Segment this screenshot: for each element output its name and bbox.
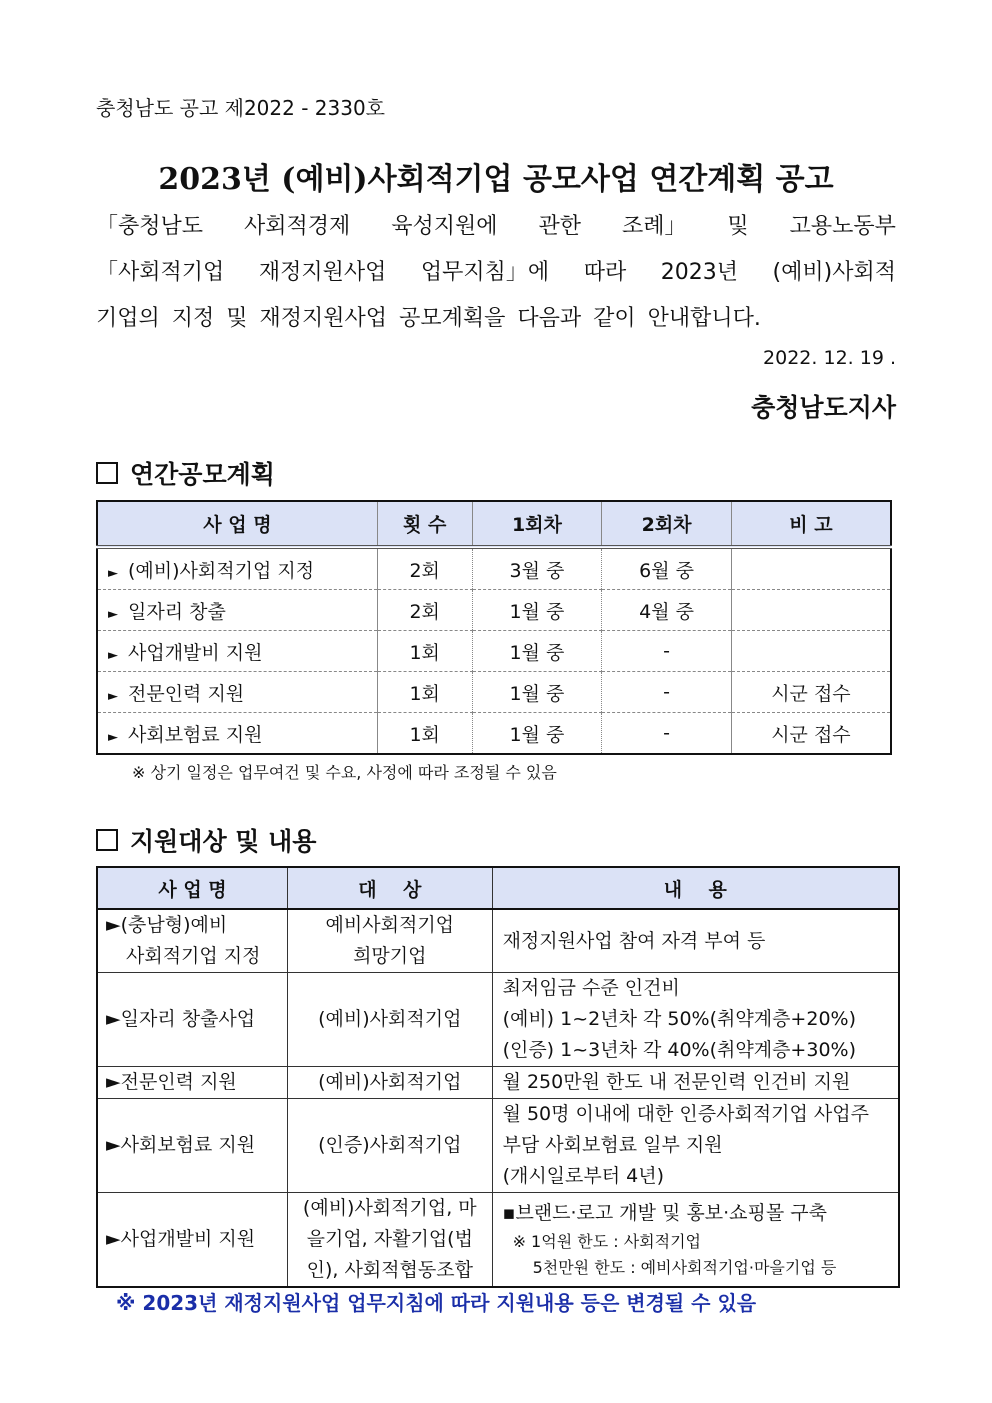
intro-word: 사회적경제 — [243, 214, 351, 239]
cell-line: 월 250만원 한도 내 전문인력 인건비 지원 — [502, 1071, 851, 1093]
business-name-cell — [97, 631, 377, 672]
col-header: 2회차 — [602, 501, 732, 547]
col-header: 내 용 — [492, 867, 899, 909]
table-row — [97, 1067, 899, 1099]
table-cell: 1월 중 — [472, 631, 602, 672]
col-header: 사 업 명 — [97, 867, 288, 909]
support-table — [96, 866, 900, 1288]
table-cell: 1회 — [377, 672, 472, 713]
target-cell — [288, 973, 493, 1067]
content-cell — [492, 973, 899, 1067]
schedule-note: ※ 상기 일정은 업무여건 및 수요, 사정에 따라 조정될 수 있음 — [132, 763, 557, 782]
table-cell: 1월 중 — [472, 672, 602, 713]
cell-line: ▪브랜드·로고 개발 및 홍보·쇼핑몰 구축 — [502, 1202, 827, 1224]
table-cell: - — [602, 713, 732, 755]
schedule-table — [96, 500, 892, 755]
cell-line: ►전문인력 지원 — [106, 1071, 237, 1093]
target-cell — [288, 1067, 493, 1099]
intro-word: 재정지원사업 — [259, 306, 388, 331]
section-heading-schedule — [96, 455, 275, 491]
business-name-cell — [97, 590, 377, 631]
arrow-bullet-icon: ► — [108, 647, 118, 663]
table-row — [97, 631, 891, 672]
content-cell — [492, 909, 899, 973]
cell-line: (인증)사회적기업 — [318, 1134, 462, 1156]
table-header-row — [97, 867, 899, 909]
cell-line: (예비)사회적기업 — [318, 1071, 462, 1093]
intro-word: 육성지원에 — [391, 214, 498, 239]
table-cell: 시군 접수 — [731, 672, 891, 713]
intro-word: (예비)사회적 — [772, 260, 896, 285]
intro-word: 관한 — [538, 214, 581, 239]
cell-small-line: ※ 1억원 한도 : 사회적기업 — [512, 1232, 701, 1251]
table-cell: 4월 중 — [602, 590, 732, 631]
business-name-cell — [97, 1099, 288, 1193]
business-name-cell — [97, 1193, 288, 1288]
checkbox-square-icon — [96, 462, 118, 484]
table-cell — [731, 590, 891, 631]
table-row — [97, 672, 891, 713]
intro-paragraph — [96, 204, 896, 342]
cell-line: (예비) 1~2년차 각 50%(취약계층+20%) — [502, 1008, 856, 1030]
cell-line: (예비)사회적기업 — [318, 1008, 462, 1030]
table-cell: 1월 중 — [472, 590, 602, 631]
cell-line: (인증) 1~3년차 각 40%(취약계층+30%) — [502, 1039, 856, 1061]
cell-line: 월 50명 이내에 대한 인증사회적기업 사업주 — [502, 1103, 869, 1125]
notice-date: 2022. 12. 19 . — [763, 347, 896, 369]
intro-word: 재정지원사업 — [258, 260, 387, 285]
cell-line: 부담 사회보험료 일부 지원 — [502, 1134, 723, 1156]
arrow-bullet-icon: ► — [108, 688, 118, 704]
cell-line: (개시일로부터 4년) — [502, 1165, 664, 1187]
target-cell — [288, 1099, 493, 1193]
table-cell — [731, 631, 891, 672]
cell-line: ►(충남형)예비 — [106, 914, 228, 936]
intro-word: 및 — [727, 214, 749, 239]
table-cell: 3월 중 — [472, 547, 602, 590]
cell-line: 최저임금 수준 인건비 — [502, 977, 680, 999]
content-cell — [492, 1067, 899, 1099]
table-row — [97, 590, 891, 631]
table-cell: 1월 중 — [472, 713, 602, 755]
checkbox-square-icon — [96, 829, 118, 851]
table-cell: - — [602, 631, 732, 672]
cell-line: 사회적기업 지정 — [126, 945, 261, 967]
table-cell: 2회 — [377, 547, 472, 590]
intro-word: 「사회적기업 — [96, 260, 225, 285]
cell-line: 예비사회적기업 — [325, 914, 455, 936]
cell-line: ►사업개발비 지원 — [106, 1228, 256, 1250]
section-heading-support — [96, 822, 316, 858]
cell-line: 을기업, 자활기업(법 — [306, 1228, 473, 1250]
col-header: 사 업 명 — [97, 501, 377, 547]
business-name: 사업개발비 지원 — [128, 641, 263, 664]
business-name: 일자리 창출 — [128, 600, 226, 623]
support-note: ※ 2023년 재정지원사업 업무지침에 따라 지원내용 등은 변경될 수 있음 — [116, 1291, 757, 1315]
cell-line: 희망기업 — [353, 945, 427, 967]
intro-line — [96, 204, 896, 250]
business-name: 사회보험료 지원 — [128, 723, 263, 746]
table-cell: 1회 — [377, 631, 472, 672]
arrow-bullet-icon: ► — [108, 565, 118, 581]
table-row — [97, 1193, 899, 1288]
cell-line: ►사회보험료 지원 — [106, 1134, 256, 1156]
col-header: 횟 수 — [377, 501, 472, 547]
cell-line: 재정지원사업 참여 자격 부여 등 — [502, 929, 766, 952]
table-row — [97, 1099, 899, 1193]
intro-word: 공모계획을 — [399, 306, 506, 331]
intro-word: 다음과 — [517, 306, 582, 331]
business-name-cell — [97, 672, 377, 713]
intro-word: 따라 — [583, 260, 627, 285]
intro-line — [96, 250, 896, 296]
intro-word: 및 — [226, 306, 248, 331]
target-cell — [288, 909, 493, 973]
intro-word: 기업의 — [96, 306, 160, 331]
content-cell — [492, 1193, 899, 1288]
table-cell: - — [602, 672, 732, 713]
table-header-row — [97, 501, 891, 547]
business-name-cell — [97, 547, 377, 590]
content-cell — [492, 1099, 899, 1193]
intro-word: 지정 — [171, 306, 215, 331]
cell-line: (예비)사회적기업, 마 — [302, 1197, 477, 1219]
table-row — [97, 973, 899, 1067]
intro-word: 같이 — [593, 306, 636, 331]
table-cell: 시군 접수 — [731, 713, 891, 755]
section-title: 연간공모계획 — [130, 460, 275, 489]
arrow-bullet-icon: ► — [108, 606, 118, 622]
arrow-bullet-icon: ► — [108, 729, 118, 745]
intro-word: 고용노동부 — [789, 214, 896, 239]
intro-word: 조례」 — [621, 214, 687, 239]
intro-word: 2023년 — [660, 260, 738, 285]
table-row — [97, 713, 891, 755]
document-title: 2023년 (예비)사회적기업 공모사업 연간계획 공고 — [158, 162, 834, 197]
intro-line — [96, 296, 896, 342]
table-row — [97, 909, 899, 973]
intro-word: 안내합니다. — [647, 306, 761, 331]
table-cell — [731, 547, 891, 590]
business-name-cell — [97, 1067, 288, 1099]
business-name: (예비)사회적기업 지정 — [128, 559, 315, 582]
business-name: 전문인력 지원 — [128, 682, 245, 705]
table-cell: 2회 — [377, 590, 472, 631]
cell-line: 인), 사회적협동조합 — [306, 1259, 473, 1281]
table-cell: 1회 — [377, 713, 472, 755]
col-header: 대 상 — [288, 867, 493, 909]
business-name-cell — [97, 713, 377, 755]
issuer: 충청남도지사 — [751, 393, 896, 422]
table-row — [97, 547, 891, 590]
section-title: 지원대상 및 내용 — [130, 827, 317, 856]
cell-small-line: 5천만원 한도 : 예비사회적기업·마을기업 등 — [532, 1258, 837, 1277]
col-header: 비 고 — [731, 501, 891, 547]
intro-word: 「충청남도 — [96, 214, 204, 239]
intro-word: 업무지침」에 — [420, 260, 550, 285]
col-header: 1회차 — [472, 501, 602, 547]
cell-line: ►일자리 창출사업 — [106, 1008, 256, 1030]
business-name-cell — [97, 909, 288, 973]
table-cell: 6월 중 — [602, 547, 732, 590]
business-name-cell — [97, 973, 288, 1067]
notice-number: 충청남도 공고 제2022 - 2330호 — [96, 96, 386, 120]
target-cell — [288, 1193, 493, 1288]
